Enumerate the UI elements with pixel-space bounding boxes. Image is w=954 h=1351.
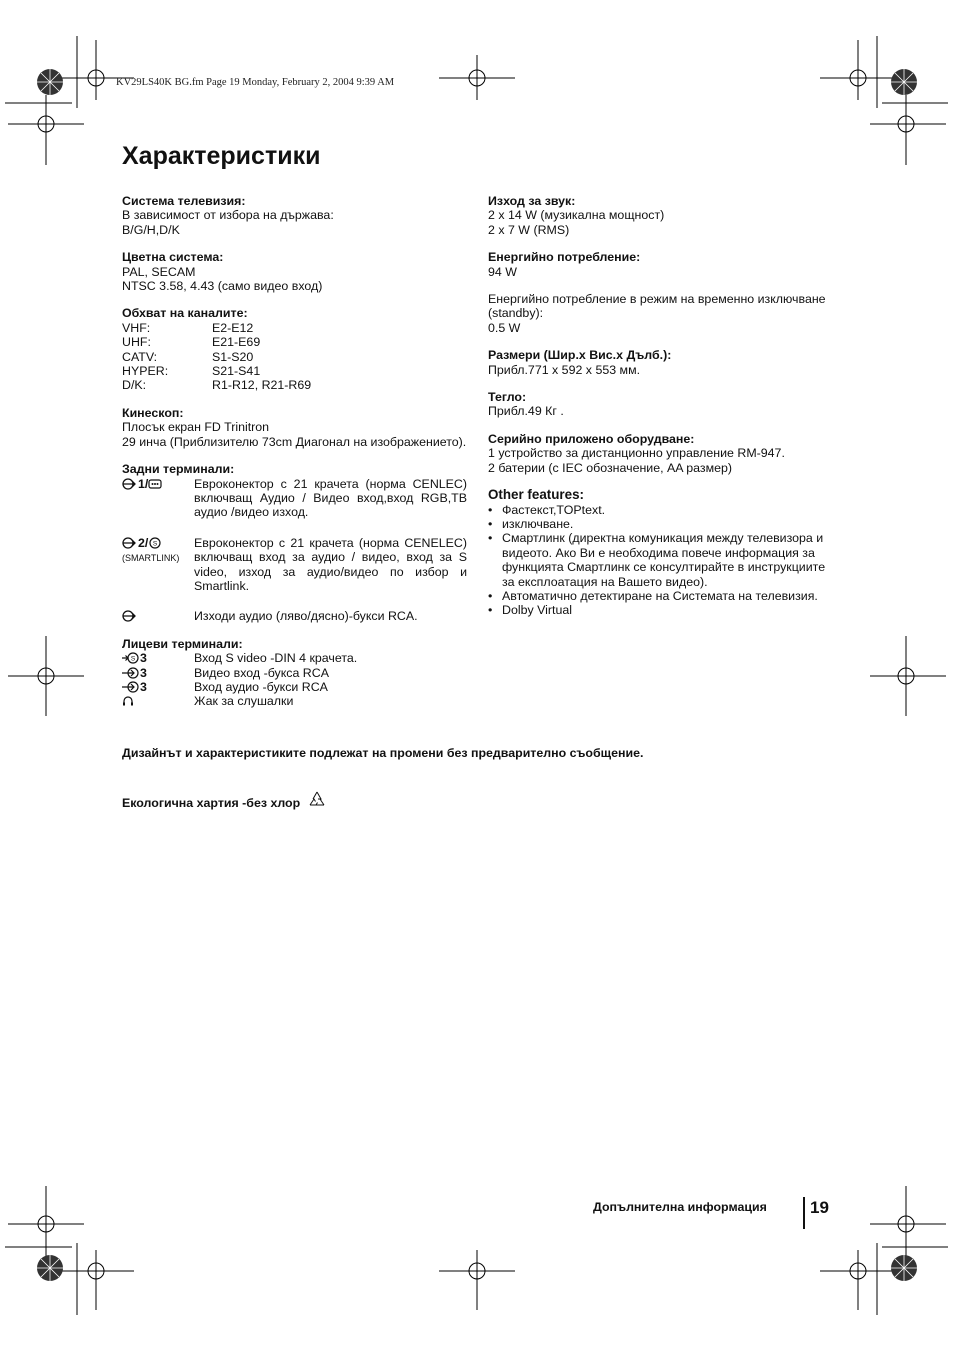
registration-mark-icon (58, 40, 134, 100)
text-line: Плосък екран FD Trinitron (122, 420, 270, 435)
text-line: 2 x 7 W (RMS) (488, 222, 570, 237)
terminal-number: 3 (140, 665, 147, 680)
color-system-section (122, 250, 467, 293)
band-range: S1-S20 (212, 349, 254, 364)
list-item: • Dolby Virtual (488, 603, 833, 617)
text-line: 29 инча (Приблизителю 73cm Диагонал на изображението). (122, 434, 467, 449)
footer-divider (803, 1197, 805, 1229)
terminal-symbol (122, 536, 194, 594)
terminal-number: 1/ (138, 476, 149, 491)
terminal-number: 3 (140, 651, 147, 666)
band-name: HYPER: (122, 364, 169, 379)
front-terminal-row (122, 680, 467, 694)
terminal-symbol (122, 666, 194, 680)
eco-paper-note (122, 790, 327, 810)
sound-output-section (488, 194, 833, 237)
section-label: Лицеви терминали: (122, 636, 243, 651)
rear-terminals-section (122, 462, 467, 624)
other-features-section (488, 488, 833, 618)
channel-row (122, 335, 467, 349)
text-line: NTSC 3.58, 4.43 (само видео вход) (122, 279, 323, 294)
scart-in-out-icon (122, 478, 138, 490)
terminal-description: Евроконектор с 21 крачета (норма CENLEC) включващ Аудио / Видео вход,вход RGB,ТВ аудио /видео изход. (194, 476, 467, 520)
front-terminal-row (122, 666, 467, 680)
terminal-symbol (122, 680, 194, 694)
terminal-description: Жак за слушалки (194, 694, 294, 709)
list-item: • Смартлинк (директна комуникация между телевизора и видеото. Ако Ви е необходима повече информация за функцията Смартлинк се консултирайте в инструкциите за експлоатация на Вашето видео). (488, 531, 833, 589)
terminal-symbol (122, 694, 194, 708)
band-name: CATV: (122, 349, 158, 364)
svg-text:S: S (130, 655, 136, 663)
weight-section (488, 390, 833, 419)
left-column (122, 194, 467, 722)
accessories-section (488, 432, 833, 475)
band-name: VHF: (122, 320, 151, 335)
terminal-description: Видео вход -букса RCA (194, 665, 329, 680)
band-range: E21-E69 (212, 335, 261, 350)
power-section (488, 250, 833, 279)
page-number: 19 (810, 1198, 829, 1217)
front-terminal-row (122, 651, 467, 665)
terminal-symbol (122, 651, 194, 665)
section-label: Енергийно потребление: (488, 250, 641, 265)
section-label: Серийно приложено оборудване: (488, 431, 695, 446)
rear-terminal-1 (122, 477, 467, 520)
text-line: 0.5 W (488, 320, 521, 335)
audio-in-icon (122, 681, 140, 693)
text-line: 2 батерии (с IEC обозначение, AA размер) (488, 460, 733, 475)
band-range: R1-R12, R21-R69 (212, 378, 312, 393)
list-item: • Фастекст,TOPtext. (488, 503, 833, 517)
section-label: Система телевизия: (122, 194, 246, 208)
band-name: D/K: (122, 378, 147, 393)
band-name: UHF: (122, 335, 151, 350)
change-notice: Дизайнът и характеристиките подлежат на промени без предварително съобщение. (122, 746, 644, 760)
rear-terminal-2 (122, 536, 467, 594)
text-line: В зависимост от избора на държава: (122, 208, 334, 223)
text-line: Прибл.771 x 592 x 553 мм. (488, 362, 641, 377)
section-label: Тегло: (488, 390, 527, 405)
text-line: Прибл.49 Кг . (488, 404, 564, 419)
channel-row (122, 321, 467, 335)
tv-system-section (122, 194, 467, 237)
dimensions-section (488, 348, 833, 377)
section-label: Размери (Шир.x Вис.x Дълб.): (488, 348, 672, 363)
terminal-description: Евроконектор с 21 крачета (норма CENELEC) включващ вход за аудио / видео, вход за S video, изход за аудио/видео по избор и Smartlink. (194, 535, 467, 593)
section-label: Кинескоп: (122, 405, 184, 420)
section-label: Задни терминали: (122, 462, 235, 477)
terminal-symbol (122, 609, 194, 623)
footer-section-title: Допълнителна информация (593, 1200, 767, 1214)
terminal-symbol (122, 477, 194, 520)
rear-terminal-3 (122, 609, 467, 623)
channel-row (122, 378, 467, 392)
features-list (488, 503, 833, 618)
s-video-icon (148, 537, 162, 549)
file-info-line: KV29LS40K BG.fm Page 19 Monday, February 2, 2004 9:39 AM (116, 77, 395, 88)
recycle-icon (307, 790, 327, 810)
terminal-number: 3 (140, 679, 147, 694)
svg-text:S: S (153, 540, 158, 548)
eco-paper-text: Екологична хартия -без хлор (122, 796, 301, 810)
text-line: 94 W (488, 264, 517, 279)
tube-section (122, 406, 467, 449)
channels-section (122, 306, 467, 392)
audio-out-icon (122, 610, 138, 622)
right-column (488, 194, 833, 631)
list-item: • изключване. (488, 517, 833, 531)
page-title: Характеристики (122, 142, 321, 170)
standby-section (488, 292, 833, 335)
band-range: S21-S41 (212, 364, 261, 379)
s-video-in-icon (122, 652, 140, 664)
section-label: Other features: (488, 487, 584, 503)
text-line: Енергийно потребление в режим на временно изключване (standby): (488, 292, 826, 321)
text-line: B/G/H,D/K (122, 222, 180, 237)
front-terminals-section (122, 637, 467, 709)
channel-row (122, 350, 467, 364)
band-range: E2-E12 (212, 320, 254, 335)
channel-row (122, 364, 467, 378)
text-line: PAL, SECAM (122, 264, 196, 279)
terminal-number: 2/ (138, 535, 149, 550)
video-in-icon (122, 667, 140, 679)
smartlink-label: (SMARTLINK) (122, 553, 180, 564)
text-line: 1 устройство за дистанционно управление RM-947. (488, 446, 785, 461)
section-label: Цветна система: (122, 250, 224, 265)
text-line: 2 x 14 W (музикална мощност) (488, 208, 665, 223)
rgb-input-icon (148, 478, 162, 490)
headphones-icon (122, 695, 134, 707)
section-label: Изход за звук: (488, 194, 576, 208)
terminal-description: Вход S video -DIN 4 крачета. (194, 651, 358, 666)
terminal-description: Вход аудио -букси RCA (194, 679, 328, 694)
terminal-description: Изходи аудио (ляво/дясно)-букси RCA. (194, 609, 418, 624)
list-item: • Автоматично детектиране на Системата на телевизия. (488, 589, 833, 603)
front-terminal-row (122, 694, 467, 708)
section-label: Обхват на каналите: (122, 306, 248, 321)
scart-in-out-icon (122, 537, 138, 549)
